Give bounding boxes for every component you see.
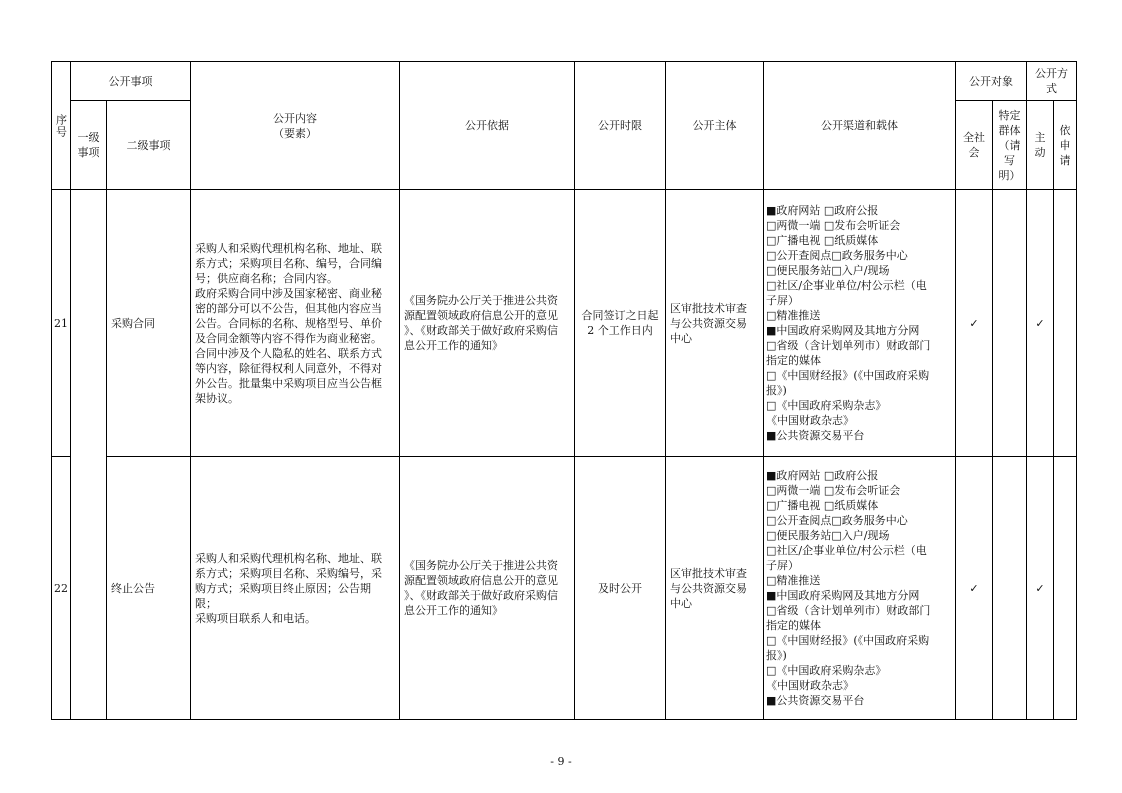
row-channels: ■政府网站 □政府公报 □两微一端 □发布会听证会 □广播电视 □纸质媒体 □公开查阅点□政务服务中心 □便民服务站□入户/现场 □社区/企事业单位/村公示栏（电 子屏） □精准推送 ■中国政府采购网及其地方分网 □省级（含计划单列市）财政部门 指定的媒体 □《中国财经报》(《中国政府采购 报》) □《中国政府采购杂志》 《中国财政杂志》 ■公共资源交易平台 xyxy=(764,190,956,457)
row-time: 合同签订之日起 2 个工作日内 xyxy=(575,190,666,457)
header-on-request: 依 申 请 xyxy=(1054,101,1077,190)
header-audience: 公开对象 xyxy=(956,62,1027,101)
header-level1: 一级 事项 xyxy=(71,101,107,190)
row-time: 及时公开 xyxy=(575,457,666,720)
row-seq: 21 xyxy=(52,190,71,457)
disclosure-table xyxy=(51,61,1077,720)
row-channels: ■政府网站 □政府公报 □两微一端 □发布会听证会 □广播电视 □纸质媒体 □公开查阅点□政务服务中心 □便民服务站□入户/现场 □社区/企事业单位/村公示栏（电 子屏） □精准推送 ■中国政府采购网及其地方分网 □省级（含计划单列市）财政部门 指定的媒体 □《中国财经报》(《中国政府采购 报》) □《中国政府采购杂志》 《中国财政杂志》 ■公共资源交易平台 xyxy=(764,457,956,720)
table-row xyxy=(52,190,1077,457)
row-active-check: ✓ xyxy=(1027,190,1054,457)
row-on-request xyxy=(1054,190,1077,457)
header-channels: 公开渠道和载体 xyxy=(764,62,956,190)
row-content: 采购人和采购代理机构名称、地址、联 系方式；采购项目名称、采购编号，采 购方式；采购项目终止原因；公告期 限； 采购项目联系人和电话。 xyxy=(191,457,400,720)
table-row xyxy=(52,457,1077,720)
header-seq: 序号 xyxy=(52,62,71,190)
header-content: 公开内容 （要素） xyxy=(191,62,400,190)
header-basis: 公开依据 xyxy=(400,62,575,190)
row-on-request xyxy=(1054,457,1077,720)
row-specific-group xyxy=(993,457,1027,720)
row-seq: 22 xyxy=(52,457,71,720)
row-subject: 区审批技术审查 与公共资源交易 中心 xyxy=(666,457,764,720)
row-specific-group xyxy=(993,190,1027,457)
row-subject: 区审批技术审查 与公共资源交易 中心 xyxy=(666,190,764,457)
header-subject: 公开主体 xyxy=(666,62,764,190)
header-level2: 二级事项 xyxy=(107,101,191,190)
row-basis: 《国务院办公厅关于推进公共资 源配置领域政府信息公开的意见 》、《财政部关于做好政府采购信 息公开工作的通知》 xyxy=(400,190,575,457)
header-active: 主 动 xyxy=(1027,101,1054,190)
row-basis: 《国务院办公厅关于推进公共资 源配置领域政府信息公开的意见 》、《财政部关于做好政府采购信 息公开工作的通知》 xyxy=(400,457,575,720)
row-content: 采购人和采购代理机构名称、地址、联 系方式；采购项目名称、编号，合同编 号；供应商名称；合同内容。 政府采购合同中涉及国家秘密、商业秘 密的部分可以不公告，但其他内容应当 公告。合同标的名称、规格型号、单价 及合同金额等内容不得作为商业秘密。 合同中涉及个人隐私的姓名、联系方式 等内容，除征得权利人同意外，不得对 外公告。批量集中采购项目应当公告框 架协议。 xyxy=(191,190,400,457)
row-active-check: ✓ xyxy=(1027,457,1054,720)
row-all-society-check: ✓ xyxy=(956,190,993,457)
header-specific-group: 特定 群体 （请 写 明） xyxy=(993,101,1027,190)
row-level1-empty xyxy=(71,190,107,720)
header-time: 公开时限 xyxy=(575,62,666,190)
row-all-society-check: ✓ xyxy=(956,457,993,720)
header-items: 公开事项 xyxy=(71,62,191,101)
header-method: 公开方 式 xyxy=(1027,62,1077,101)
row-level2: 采购合同 xyxy=(107,190,191,457)
row-level2: 终止公告 xyxy=(107,457,191,720)
header-all-society: 全社 会 xyxy=(956,101,993,190)
page-number: - 9 - xyxy=(550,755,572,768)
